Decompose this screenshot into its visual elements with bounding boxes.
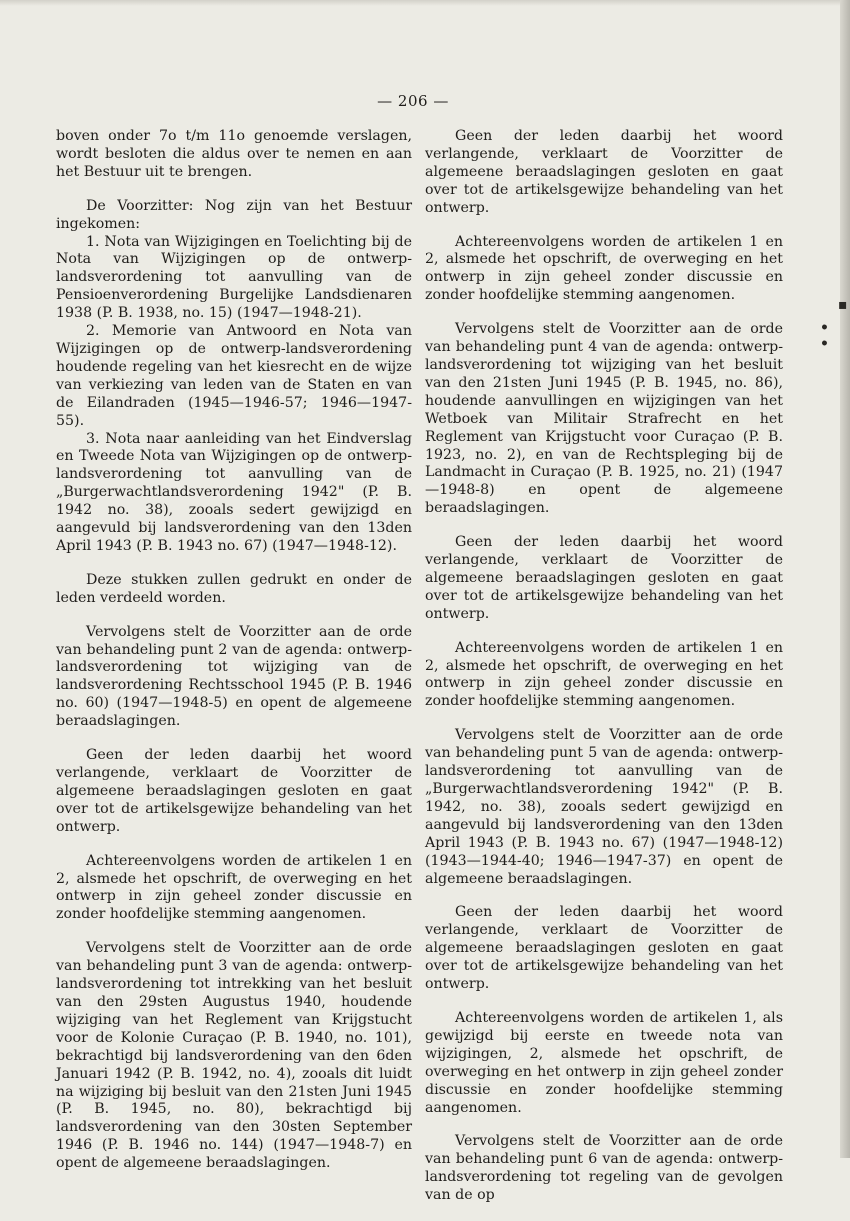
- paragraph: 2. Memorie van Antwoord en Nota van Wijzigingen op de ontwerp-landsverordening houdende regeling van het kiesrecht en de wijze van verkiezing van leden van de Staten en van de Eilandraden (1945—1946-57; 1946—1947-55).: [56, 323, 412, 429]
- paragraph: Deze stukken zullen gedrukt en onder de leden verdeeld worden.: [56, 571, 412, 606]
- right-column: [425, 128, 783, 1221]
- paragraph: Geen der leden daarbij het woord verlangende, verklaart de Voorzitter de algemeene beraadslagingen gesloten en gaat over tot de artikelsgewijze behandeling van het ontwerp.: [425, 128, 783, 216]
- paragraph: Achtereenvolgens worden de artikelen 1 en 2, alsmede het opschrift, de overweging en het ontwerp in zijn geheel zonder discussie en zonder hoofdelijke stemming aangenomen.: [56, 852, 412, 923]
- page-number: — 206 —: [377, 92, 449, 110]
- paragraph: Achtereenvolgens worden de artikelen 1 en 2, alsmede het opschrift, de overweging en het ontwerp in zijn geheel zonder discussie en zonder hoofdelijke stemming aangenomen.: [425, 233, 783, 304]
- paragraph: 1. Nota van Wijzigingen en Toelichting bij de Nota van Wijzigingen op de ontwerp-landsverordening tot aanvulling van de Pensioenverordening Burgelijke Landsdienaren 1938 (P. B. 1938, no. 15) (1947—1948-21).: [56, 233, 412, 322]
- page-edge-right: [840, 0, 850, 1158]
- paragraph: Achtereenvolgens worden de artikelen 1, als gewijzigd bij eerste en tweede nota van wijzigingen, 2, alsmede het opschrift, de overweging en het ontwerp in zijn geheel zonder discussie en zonder hoofdelijke stemming aangenomen.: [425, 1009, 783, 1116]
- paragraph: De Voorzitter: Nog zijn van het Bestuur ingekomen:: [56, 197, 412, 232]
- paragraph: Geen der leden daarbij het woord verlangende, verklaart de Voorzitter de algemeene beraadslagingen gesloten en gaat over tot de artikelsgewijze behandeling van het ontwerp.: [425, 534, 783, 622]
- paragraph: boven onder 7o t/m 11o genoemde verslagen, wordt besloten die aldus over te nemen en aan het Bestuur uit te brengen.: [56, 128, 412, 180]
- paragraph: Geen der leden daarbij het woord verlangende, verklaart de Voorzitter de algemeene beraadslagingen gesloten en gaat over tot de artikelsgewijze behandeling van het ontwerp.: [56, 747, 412, 835]
- paragraph: Vervolgens stelt de Voorzitter aan de orde van behandeling punt 6 van de agenda: ontwerp-landsverordening tot regeling van de gevolgen van de op: [425, 1133, 783, 1204]
- page-edge-top: [0, 0, 850, 6]
- paragraph: Geen der leden daarbij het woord verlangende, verklaart de Voorzitter de algemeene beraadslagingen gesloten en gaat over tot de artikelsgewijze behandeling van het ontwerp.: [425, 904, 783, 993]
- paragraph: Vervolgens stelt de Voorzitter aan de orde van behandeling punt 2 van de agenda: ontwerp-landsverordening tot wijziging van de landsverordening Rechtsschool 1945 (P. B. 1946 no. 60) (1947—1948-5) en opent de algemeene beraadslagingen.: [56, 623, 412, 730]
- left-column: [56, 128, 412, 1189]
- paragraph: Vervolgens stelt de Voorzitter aan de orde van behandeling punt 4 van de agenda: ontwerp-landsverordening tot wijziging van het besluit van den 21sten Juni 1945 (P. B. 1945, no. 86), houdende aanvullingen en wijzigingen van het Wetboek van Militair Strafrecht en het Reglement van Krijgstucht voor Curaçao (P. B. 1923, no. 2), en van de Rechtspleging bij de Landmacht in Curaçao (P. B. 1925, no. 21) (1947—1948-8) en opent de algemeene beraadslagingen.: [425, 321, 783, 517]
- paragraph: Vervolgens stelt de Voorzitter aan de orde van behandeling punt 5 van de agenda: ontwerp-landsverordening tot aanvulling van de „Burgerwachtlandsverordening 1942" (P. B. 1942, no. 38), zooals sedert gewijzigd en aangevuld bij landsverordening van den 13den April 1943 (P. B. 1943 no. 67) (1947—1948-12) (1943—1944-40; 1946—1947-37) en opent de algemeene beraadslagingen.: [425, 727, 783, 887]
- paragraph: Vervolgens stelt de Voorzitter aan de orde van behandeling punt 3 van de agenda: ontwerp-landsverordening tot intrekking van het besluit van den 29sten Augustus 1940, houdende wijziging van het Reglement van Krijgstucht voor de Kolonie Curaçao (P. B. 1940, no. 101), bekrachtigd bij landsverordening van den 6den Januari 1942 (P. B. 1942, no. 4), zooals dit luidt na wijziging bij besluit van den 21sten Juni 1945 (P. B. 1945, no. 80), bekrachtigd bij landsverordening van den 30sten September 1946 (P. B. 1946 no. 144) (1947—1948-7) en opent de algemeene beraadslagingen.: [56, 940, 412, 1172]
- margin-mark: • •: [820, 320, 839, 352]
- margin-mark: ▪: [838, 297, 848, 313]
- paragraph: Achtereenvolgens worden de artikelen 1 en 2, alsmede het opschrift, de overweging en het ontwerp in zijn geheel zonder discussie en zonder hoofdelijke stemming aangenomen.: [425, 639, 783, 710]
- paragraph: 3. Nota naar aanleiding van het Eindverslag en Tweede Nota van Wijzigingen op de ontwerp-landsverordening tot aanvulling van de „Burgerwachtlandsverordening 1942" (P. B. 1942 no. 38), zooals sedert gewijzigd en aangevuld bij landsverordening van den 13den April 1943 (P. B. 1943 no. 67) (1947—1948-12).: [56, 430, 412, 554]
